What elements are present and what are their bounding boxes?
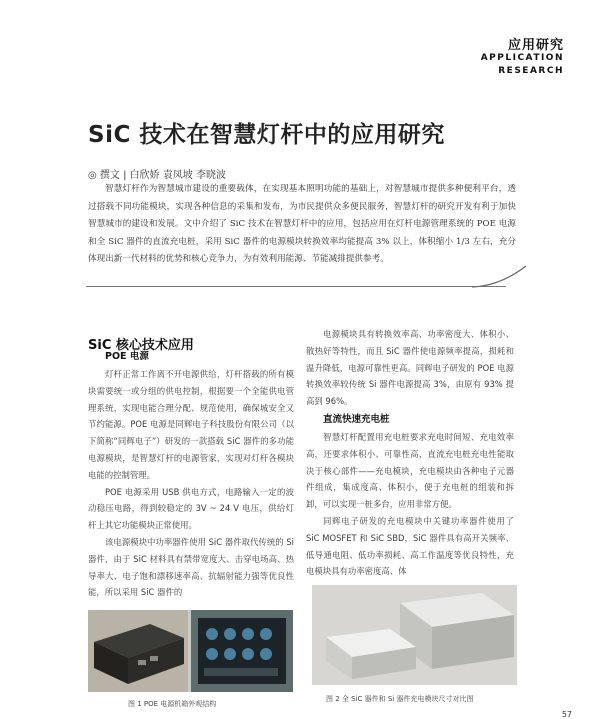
abstract-divider — [86, 286, 506, 287]
right-paragraph: 电源模块具有转换效率高、功率密度大、体积小、散热好等特性，而且 SiC 器件使电源频率提高，损耗和温升降低，电源可靠性更高。同辉电子研发的 POE 电源转换效率较传统 Si 器件电源提高 3%，由原有 93% 提高到 96%。 — [306, 329, 514, 407]
left-paragraph: 该电源模块中功率器件使用 SiC 器件取代传统的 Si 器件，由于 SiC 材料具有禁带宽度大、击穿电场高、热导率大、电子饱和漂移速率高、抗辐射能力强等优良性能，所以采用 SiC 器件的 — [88, 536, 294, 598]
left-paragraph: 灯杆正常工作离不开电源供给，灯杆搭载的所有模块需要统一或分组的供电控制，根据要一个全能供电管理系统，实现电能合理分配、规范使用，确保城安全又节约能源。POE 电源是同辉电子科技股份有限公司（以下简称“同辉电子”）研发的一款搭载 SiC 器件的多功能电源模块，是智慧灯杆的电源管家，实现对灯杆各模块电能的控制管理。 — [88, 369, 294, 480]
left-paragraph: POE 电源采用 USB 供电方式，电路输入一定的波动稳压电路，得到较稳定的 3V ~ 24 V 电压，供给灯杆上其它功能模块正常使用。 — [88, 486, 294, 531]
authors-line: ◎ 撰文 | 白欣娇 袁凤坡 李晓波 — [88, 170, 226, 181]
category-cn: 应用研究 — [507, 38, 564, 53]
category-en-line2: RESEARCH — [498, 66, 564, 76]
right-column — [306, 326, 514, 580]
page-number: 57 — [561, 710, 572, 719]
decorative-swoosh — [470, 262, 530, 292]
category-en-line1: APPLICATION — [480, 53, 564, 63]
figure-1-photo — [88, 610, 293, 692]
right-paragraph: 同辉电子研发的充电模块中关键功率器件使用了 SiC MOSFET 和 SiC SBD，SiC 器件具有高开关频率、低导通电阻、低功率损耗、高工作温度等优良特性，充电模块具有功率密度高、体 — [306, 515, 514, 577]
right-paragraph: 智慧灯杆配置用充电桩要求充电时间短、充电效率高，还要求体积小、可靠性高，直流充电桩充电性能取决于核心部件——充电模块，充电模块由各种电子元器件组成，集成度高、体积小，便于充电桩的组装和拆卸，可以实现一桩多台，应用非常方便。 — [306, 431, 514, 510]
section-title: SiC 核心技术应用 — [88, 338, 194, 353]
figure-2-photo — [312, 585, 517, 685]
article-title: SiC 技术在智慧灯杆中的应用研究 — [88, 122, 445, 148]
figure-2-caption: 图 2 全 SiC 器件和 Si 器件充电模块尺寸对比图 — [326, 695, 474, 703]
left-column — [88, 347, 294, 601]
subheading-charger: 直流快速充电桩 — [323, 413, 390, 425]
subheading-poe: POE 电源 — [105, 351, 149, 362]
figure-1-caption: 图 1 POE 电源机箱外观结构 — [128, 700, 217, 708]
abstract: 智慧灯杆作为智慧城市建设的重要载体，在实现基本照明功能的基础上，对智慧城市提供多种便利平台，透过搭载不同功能模块，实现各种信息的采集和发布，为市民提供众多便民服务，智慧灯杆的研究开发有利于加快智慧城市的建设和发展。文中介绍了 SiC 技术在智慧灯杆中的应用，包括应用在灯杆电源管理系统的 POE 电源和全 SiC 器件的直流充电桩，采用 SiC 器件的电源模块转换效率均能提高 3% 以上，体积缩小 1/3 左右，充分体现出新一代材料的优势和核心竞争力，为有效利用能源、节能减排提供参考。 — [88, 184, 516, 264]
